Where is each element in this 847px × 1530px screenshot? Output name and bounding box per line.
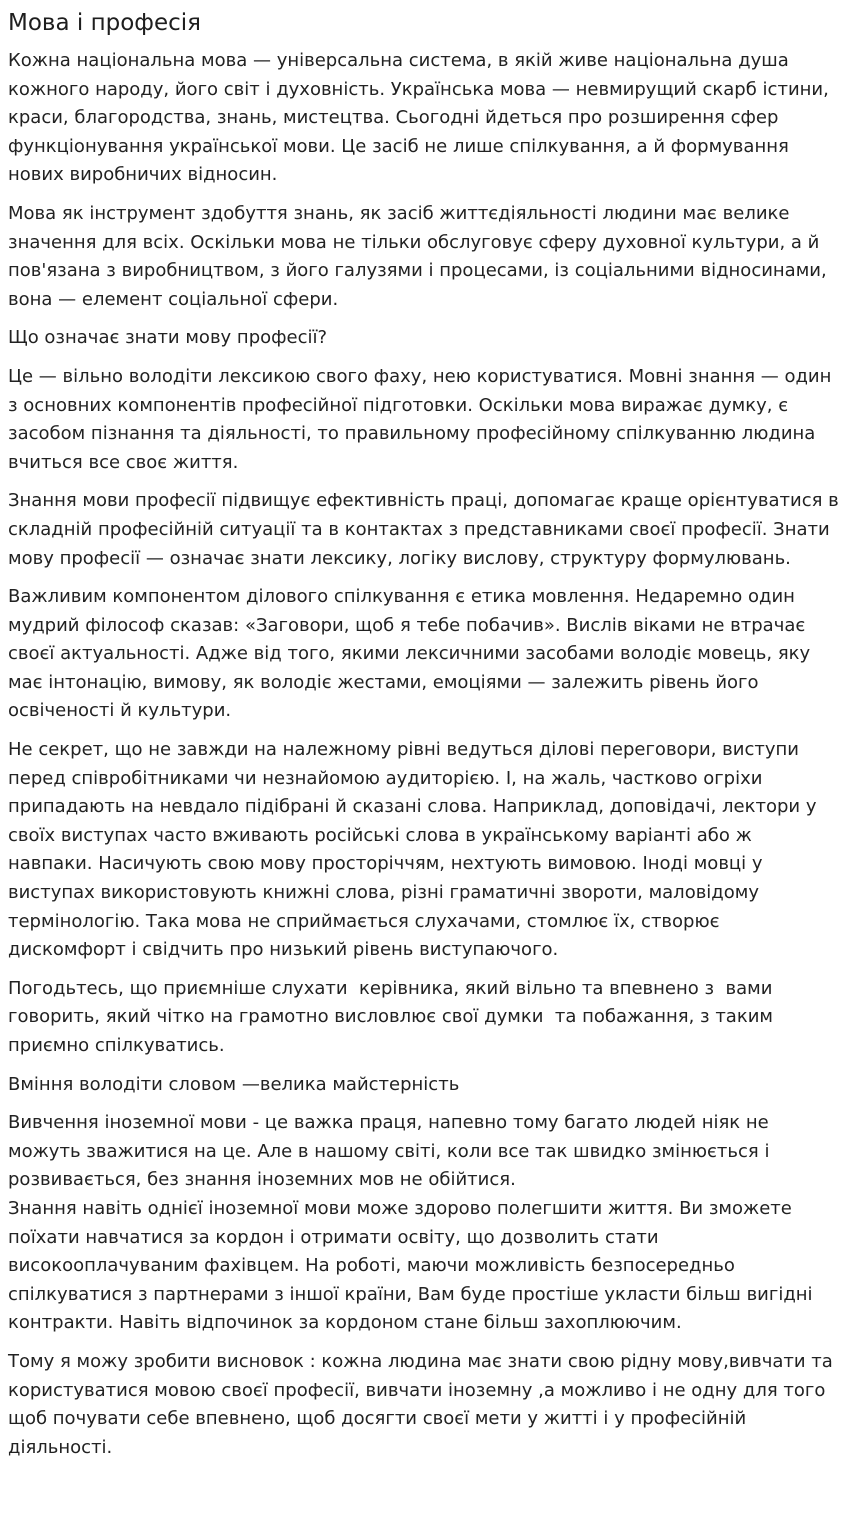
paragraph: Мова як інструмент здобуття знань, як засіб життєдіяльності людини має велике значення для всіх. Оскільки мова не тільки обслуговує сферу духовної культури, а й пов'язана з виробництвом, з його галузями і процесами, із соціальними відносинами, вона — елемент соціальної сфери.	[8, 202, 833, 310]
paragraph: Не секрет, що не завжди на належному рівні ведуться ділові переговори, виступи перед співробітниками чи незнайомою аудиторією. І, на жаль, частково огріхи припадають на невдало підібрані й сказані слова. Наприклад, доповідачі, лектори у своїх виступах часто вживають російські слова в українському варіанті або ж навпаки. Насичують свою мову просторіччям, нехтують вимовою. Іноді мовці у виступах використовують книжні слова, різні граматичні звороти, маловідому термінологію. Така мова не сприймається слухачами, стомлює їх, створює дискомфорт і свідчить про низький рівень виступаючого.	[8, 739, 823, 961]
paragraph: Це — вільно володіти лексикою свого фаху, нею користуватися. Мовні знання — один з основних компонентів професійної підготовки. Оскільки мова виражає думку, є засобом пізнання та діяльності, то правильному професійному спілкуванню людина вчиться все своє життя.	[8, 365, 838, 473]
paragraph: Вивчення іноземної мови - це важка праця, напевно тому багато людей ніяк не можуть зважитися на це. Але в нашому світі, коли все так швидко змінюється і розвивається, без знання іноземних мов не обійтися.	[8, 1112, 776, 1191]
section-heading: Вміння володіти словом —велика майстерність	[8, 1073, 460, 1095]
paragraph: Кожна національна мова — універсальна система, в якій живе національна душа кожного народу, його світ і духовність. Українська мова — невмирущий скарб істини, краси, благородства, знань, мистецтва. Сьогодні йдеться про розширення сфер функціонування української мови. Це засіб не лише спілкування, а й формування нових виробничих відносин.	[8, 50, 835, 186]
conclusion-paragraph: Тому я можу зробити висновок : кожна людина має знати свою рідну мову,вивчати та користуватися мовою своєї професії, вивчати іноземну ,а можливо і не одну для того щоб почувати себе впевнено, щоб досягти своєї мети у житті і у професійній діяльності.	[8, 1350, 839, 1458]
paragraph: Знання мови професії підвищує ефективність праці, допомагає краще орієнтуватися в складній професійній ситуації та в контактах з представниками своєї професії. Знати мову професії — означає знати лексику, логіку вислову, структуру формулювань.	[8, 490, 845, 569]
article-title: Мова і професія	[8, 10, 201, 36]
paragraph: Погодьтесь, що приємніше слухати керівника, який вільно та впевнено з вами говорить, який чітко на грамотно висловлює свої думки та побажання, з таким приємно спілкуватись.	[8, 977, 779, 1056]
paragraph: Важливим компонентом ділового спілкування є етика мовлення. Недаремно один мудрий філософ сказав: «Заговори, щоб я тебе побачив». Вислів віками не втрачає своєї актуальності. Адже від того, якими лексичними засобами володіє мовець, яку має інтонацію, вимову, як володіє жестами, емоціями — залежить рівень його освіченості й культури.	[8, 586, 816, 722]
paragraph: Знання навіть однієї іноземної мови може здорово полегшити життя. Ви зможете поїхати навчатися за кордон і отримати освіту, що дозволить стати високооплачуваним фахівцем. На роботі, маючи можливість безпосередньо спілкуватися з партнерами з іншої країни, Вам буде простіше укласти більш вигідні контракти. Навіть відпочинок за кордоном стане більш захоплюючим.	[8, 1197, 819, 1334]
section-question: Що означає знати мову професії?	[8, 327, 328, 349]
